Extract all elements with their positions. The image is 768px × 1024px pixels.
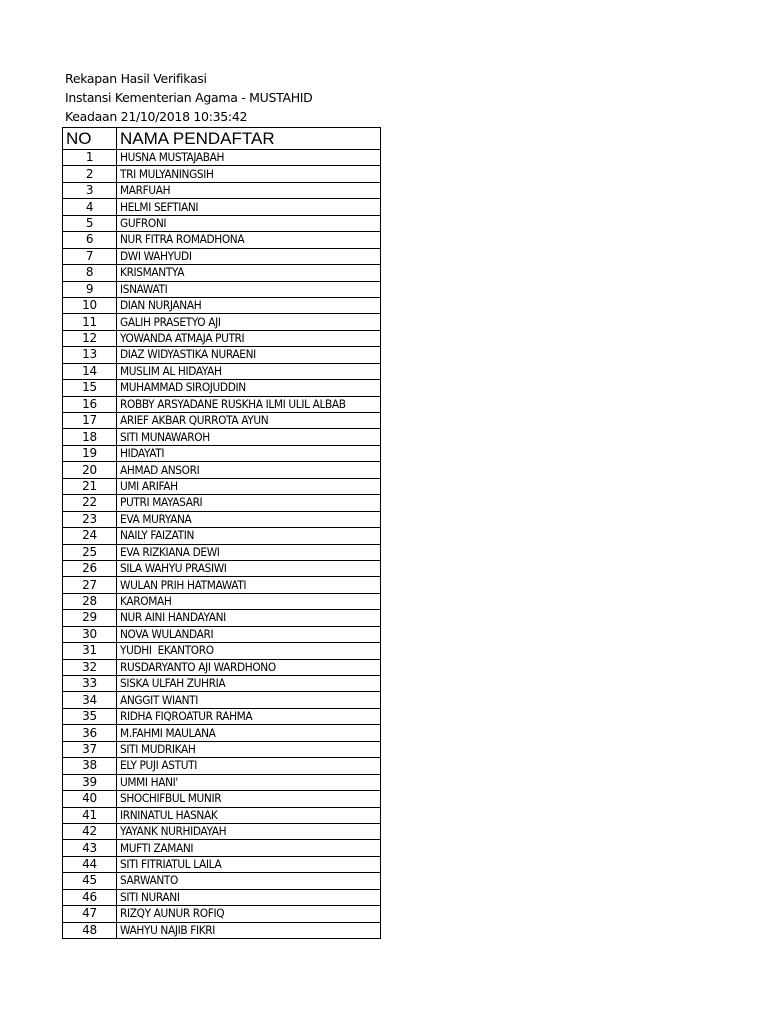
table-row	[63, 150, 381, 166]
registrant-name: NAILY FAIZATIN	[120, 528, 195, 543]
row-number: 3	[63, 182, 117, 198]
registrant-name-cell	[117, 347, 381, 363]
registrant-name: RIDHA FIQROATUR RAHMA	[120, 709, 253, 724]
registrant-name-cell	[117, 445, 381, 461]
registrant-name-cell	[117, 265, 381, 281]
row-number: 27	[63, 577, 117, 593]
registrant-name-cell	[117, 593, 381, 609]
table-row	[63, 429, 381, 445]
registrant-name-cell	[117, 330, 381, 346]
row-number: 10	[63, 297, 117, 313]
registrant-name: DIAZ WIDYASTIKA NURAENI	[120, 347, 256, 362]
registrant-name-cell	[117, 774, 381, 790]
row-number: 31	[63, 643, 117, 659]
table-header-row	[63, 128, 381, 150]
table-row	[63, 725, 381, 741]
row-number: 12	[63, 330, 117, 346]
table-row	[63, 330, 381, 346]
table-row	[63, 823, 381, 839]
registrant-name: MARFUAH	[120, 183, 171, 198]
registrant-name: M.FAHMI MAULANA	[120, 725, 216, 740]
registrant-name: AHMAD ANSORI	[120, 462, 200, 477]
row-number: 42	[63, 823, 117, 839]
registrant-name: UMMI HANI'	[120, 774, 178, 789]
registrant-name-cell	[117, 889, 381, 905]
row-number: 13	[63, 347, 117, 363]
registrant-name-cell	[117, 807, 381, 823]
registrant-name: WAHYU NAJIB FIKRI	[120, 922, 216, 937]
row-number: 48	[63, 922, 117, 938]
registrant-name-cell	[117, 906, 381, 922]
timestamp-line: Keadaan 21/10/2018 10:35:42	[65, 109, 248, 124]
table-row	[63, 758, 381, 774]
row-number: 38	[63, 758, 117, 774]
registrant-name-cell	[117, 676, 381, 692]
registrant-name: GALIH PRASETYO AJI	[120, 314, 221, 329]
table-row	[63, 478, 381, 494]
registrant-name: RIZQY AUNUR ROFIQ	[120, 906, 225, 921]
table-row	[63, 297, 381, 313]
registrant-name: DIAN NURJANAH	[120, 298, 202, 313]
table-row	[63, 774, 381, 790]
registrant-name-cell	[117, 363, 381, 379]
registrant-name: SITI MUNAWAROH	[120, 429, 210, 444]
registrant-name-cell	[117, 708, 381, 724]
registrant-name-cell	[117, 840, 381, 856]
registrant-name: NOVA WULANDARI	[120, 626, 214, 641]
registrant-name: NUR AINI HANDAYANI	[120, 610, 226, 625]
table-row	[63, 791, 381, 807]
row-number: 46	[63, 889, 117, 905]
table-row	[63, 873, 381, 889]
row-number: 23	[63, 511, 117, 527]
row-number: 15	[63, 380, 117, 396]
row-number: 20	[63, 462, 117, 478]
row-number: 19	[63, 445, 117, 461]
registrant-name-cell	[117, 314, 381, 330]
registrant-name: RUSDARYANTO AJI WARDHONO	[120, 659, 276, 674]
registrant-name: SITI FITRIATUL LAILA	[120, 857, 222, 872]
table-row	[63, 544, 381, 560]
row-number: 5	[63, 215, 117, 231]
registrant-name: IRNINATUL HASNAK	[120, 807, 218, 822]
registrant-name-cell	[117, 741, 381, 757]
registrant-name: MUFTI ZAMANI	[120, 840, 194, 855]
document-header	[65, 69, 313, 126]
registrant-name: GUFRONI	[120, 215, 167, 230]
registrant-name: ROBBY ARSYADANE RUSKHA ILMI ULIL ALBAB	[120, 396, 346, 411]
registrant-name: WULAN PRIH HATMAWATI	[120, 577, 247, 592]
row-number: 36	[63, 725, 117, 741]
row-number: 41	[63, 807, 117, 823]
registrant-name-cell	[117, 544, 381, 560]
registrant-name: DWI WAHYUDI	[120, 248, 192, 263]
registrant-name-cell	[117, 166, 381, 182]
registrant-name-cell	[117, 725, 381, 741]
registrant-name: ELY PUJI ASTUTI	[120, 758, 197, 773]
row-number: 37	[63, 741, 117, 757]
registrant-name: SHOCHIFBUL MUNIR	[120, 791, 222, 806]
registrant-name-cell	[117, 823, 381, 839]
registrant-name-cell	[117, 380, 381, 396]
registrant-name: SARWANTO	[120, 873, 178, 888]
registrant-name-cell	[117, 281, 381, 297]
row-number: 21	[63, 478, 117, 494]
table-row	[63, 215, 381, 231]
registrant-name-cell	[117, 643, 381, 659]
row-number: 26	[63, 560, 117, 576]
registrant-name: PUTRI MAYASARI	[120, 495, 203, 510]
registrant-name-cell	[117, 215, 381, 231]
row-number: 45	[63, 873, 117, 889]
table-row	[63, 182, 381, 198]
table-row	[63, 560, 381, 576]
table-row	[63, 889, 381, 905]
registrant-name: KRISMANTYA	[120, 265, 185, 280]
registrant-name-cell	[117, 396, 381, 412]
table-row	[63, 807, 381, 823]
registrant-name: SISKA ULFAH ZUHRIA	[120, 676, 226, 691]
table-row	[63, 708, 381, 724]
table-row	[63, 856, 381, 872]
table-row	[63, 445, 381, 461]
table-row	[63, 692, 381, 708]
registrant-name: KAROMAH	[120, 594, 172, 609]
row-number: 30	[63, 626, 117, 642]
row-number: 7	[63, 248, 117, 264]
row-number: 18	[63, 429, 117, 445]
table-row	[63, 413, 381, 429]
row-number: 4	[63, 199, 117, 215]
registrant-name-cell	[117, 856, 381, 872]
registrant-name: MUSLIM AL HIDAYAH	[120, 363, 222, 378]
registrant-name-cell	[117, 758, 381, 774]
registrant-name: UMI ARIFAH	[120, 478, 178, 493]
registrant-name-cell	[117, 511, 381, 527]
row-number: 35	[63, 708, 117, 724]
table-row	[63, 528, 381, 544]
row-number: 17	[63, 413, 117, 429]
row-number: 1	[63, 150, 117, 166]
row-number: 2	[63, 166, 117, 182]
report-title: Rekapan Hasil Verifikasi	[65, 71, 207, 86]
registrant-name-cell	[117, 495, 381, 511]
table-row	[63, 593, 381, 609]
table-row	[63, 199, 381, 215]
table-row	[63, 741, 381, 757]
registrant-name-cell	[117, 462, 381, 478]
row-number: 33	[63, 676, 117, 692]
registrant-name-cell	[117, 248, 381, 264]
registrant-name-cell	[117, 791, 381, 807]
registrant-name: SITI MUDRIKAH	[120, 741, 196, 756]
row-number: 16	[63, 396, 117, 412]
table-row	[63, 922, 381, 938]
registrant-name-cell	[117, 413, 381, 429]
row-number: 9	[63, 281, 117, 297]
row-number: 11	[63, 314, 117, 330]
registrant-name: ANGGIT WIANTI	[120, 692, 199, 707]
registrant-name: ISNAWATI	[120, 281, 168, 296]
table-row	[63, 363, 381, 379]
registrant-name: YOWANDA ATMAJA PUTRI	[120, 331, 245, 346]
table-row	[63, 232, 381, 248]
row-number: 34	[63, 692, 117, 708]
row-number: 25	[63, 544, 117, 560]
row-number: 8	[63, 265, 117, 281]
table-row	[63, 643, 381, 659]
row-number: 22	[63, 495, 117, 511]
column-header-no: NO	[63, 128, 117, 150]
registrant-name: SITI NURANI	[120, 889, 180, 904]
registrant-name-cell	[117, 626, 381, 642]
registrant-name: TRI MULYANINGSIH	[120, 166, 214, 181]
table-row	[63, 906, 381, 922]
table-row	[63, 610, 381, 626]
registrant-name-cell	[117, 692, 381, 708]
registrant-name-cell	[117, 150, 381, 166]
registrant-name-cell	[117, 478, 381, 494]
registrant-name-cell	[117, 560, 381, 576]
institution-line: Instansi Kementerian Agama - MUSTAHID	[65, 90, 313, 105]
registrant-name: EVA MURYANA	[120, 511, 192, 526]
table-row	[63, 626, 381, 642]
row-number: 44	[63, 856, 117, 872]
row-number: 47	[63, 906, 117, 922]
row-number: 40	[63, 791, 117, 807]
registrant-name-cell	[117, 232, 381, 248]
table-row	[63, 495, 381, 511]
table-row	[63, 248, 381, 264]
table-row	[63, 577, 381, 593]
table-row	[63, 166, 381, 182]
registrant-name-cell	[117, 528, 381, 544]
row-number: 43	[63, 840, 117, 856]
registrant-name-cell	[117, 182, 381, 198]
table-row	[63, 462, 381, 478]
row-number: 24	[63, 528, 117, 544]
row-number: 6	[63, 232, 117, 248]
registrant-name: HUSNA MUSTAJABAH	[120, 150, 225, 165]
table-row	[63, 676, 381, 692]
registrant-name-cell	[117, 610, 381, 626]
registrant-name: MUHAMMAD SIROJUDDIN	[120, 380, 246, 395]
row-number: 28	[63, 593, 117, 609]
table-body	[63, 150, 381, 939]
registrant-table	[62, 127, 381, 939]
registrant-name: HIDAYATI	[120, 446, 165, 461]
registrant-name: ARIEF AKBAR QURROTA AYUN	[120, 413, 269, 428]
registrant-name-cell	[117, 659, 381, 675]
registrant-name-cell	[117, 922, 381, 938]
table-row	[63, 347, 381, 363]
registrant-name-cell	[117, 873, 381, 889]
registrant-name: SILA WAHYU PRASIWI	[120, 561, 227, 576]
table-row	[63, 511, 381, 527]
registrant-name-cell	[117, 199, 381, 215]
registrant-name-cell	[117, 297, 381, 313]
registrant-name: YUDHI EKANTORO	[120, 643, 214, 658]
registrant-name: EVA RIZKIANA DEWI	[120, 544, 220, 559]
row-number: 39	[63, 774, 117, 790]
column-header-name: NAMA PENDAFTAR	[117, 128, 381, 150]
registrant-name: YAYANK NURHIDAYAH	[120, 824, 227, 839]
table-row	[63, 840, 381, 856]
table-row	[63, 281, 381, 297]
table-row	[63, 265, 381, 281]
table-row	[63, 314, 381, 330]
row-number: 14	[63, 363, 117, 379]
table-row	[63, 659, 381, 675]
table-row	[63, 380, 381, 396]
registrant-name: HELMI SEFTIANI	[120, 199, 199, 214]
row-number: 29	[63, 610, 117, 626]
row-number: 32	[63, 659, 117, 675]
registrant-name-cell	[117, 429, 381, 445]
table-row	[63, 396, 381, 412]
registrant-name: NUR FITRA ROMADHONA	[120, 232, 245, 247]
registrant-name-cell	[117, 577, 381, 593]
